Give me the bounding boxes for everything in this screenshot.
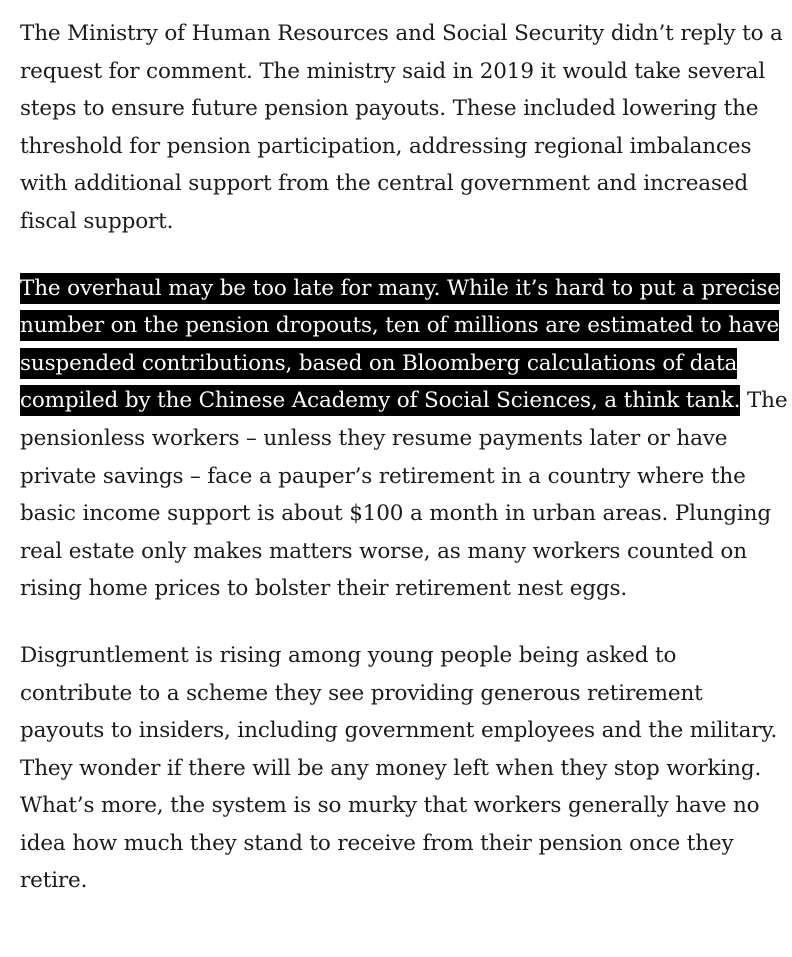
paragraph-text: Disgruntlement is rising among young people being asked to contribute to a scheme they see providing generous retirement payouts to insiders, including government employees and the military. They wonder if there will be any money left when they stop working. What’s more, the system is so murky that workers generally have no idea how much they stand to receive from their pension once they retire. bbox=[20, 642, 778, 894]
paragraph-pension-dropouts bbox=[20, 270, 790, 608]
paragraph-text: The pensionless workers – unless they resume payments later or have private savings – face a pauper’s retirement in a country where the basic income support is about $100 a month in urban areas. Plunging real estate only makes matters worse, as many workers counted on rising home prices to bolster their retirement nest eggs. bbox=[20, 388, 788, 602]
article-body bbox=[20, 15, 790, 929]
highlighted-text[interactable]: The overhaul may be too late for many. While it’s hard to put a precise number on the pension dropouts, ten of millions are estimated to have suspended contributions, based on Bloomberg calculations of data compiled by the Chinese Academy of Social Sciences, a think tank. bbox=[20, 273, 780, 417]
paragraph-disgruntlement bbox=[20, 637, 790, 900]
paragraph-ministry-response bbox=[20, 15, 790, 241]
paragraph-text: The Ministry of Human Resources and Social Security didn’t reply to a request for comment. The ministry said in 2019 it would take several steps to ensure future pension payouts. These included lowering the threshold for pension participation, addressing regional imbalances with additional support from the central government and increased fiscal support. bbox=[20, 21, 783, 234]
